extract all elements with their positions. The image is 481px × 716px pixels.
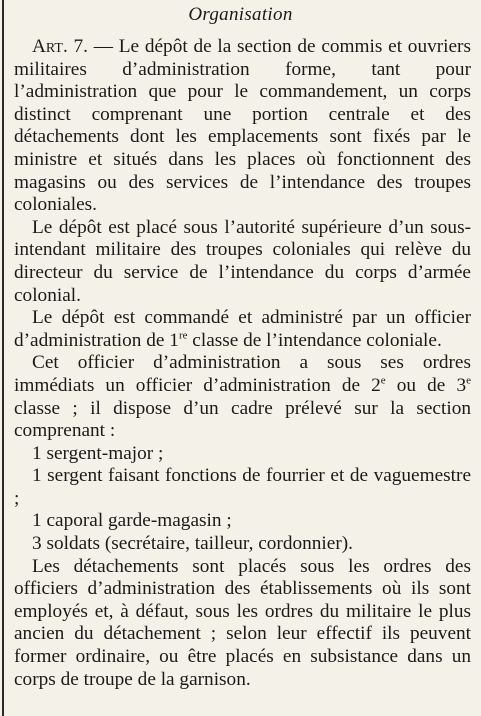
list-item: 1 caporal garde-magasin ;	[32, 510, 232, 532]
ordinal-superscript: e	[466, 374, 471, 387]
article-body	[0, 30, 481, 691]
paragraph-4-text-b: ou de 3	[385, 374, 467, 396]
list-item: 1 sergent faisant fonctions de fourrier et de vaguemestre ;	[14, 465, 471, 509]
paragraph-3-text-a: Le dépôt est commandé et administré par un officier d’administration de 1	[14, 307, 471, 351]
article-label: Art. 7.	[32, 36, 88, 57]
paragraph-3	[14, 307, 471, 352]
ordinal-superscript: e	[380, 374, 386, 387]
paragraph-4	[14, 352, 471, 442]
ordinal-superscript: re	[178, 329, 188, 342]
paragraph-3-text-b: classe de l’intendance coloniale.	[187, 329, 442, 351]
list-item: 1 sergent-major ;	[32, 442, 164, 464]
left-margin-rule	[2, 0, 4, 716]
list-item: 3 soldats (secrétaire, tailleur, cordonnier).	[32, 533, 353, 555]
paragraph-5: Les détachements sont placés sous les ordres des officiers d’administration des établissements où ils sont employés et, à défaut, sous les ordres du militaire le plus ancien du détachement ; selon leur effectif ils peuvent former ordinaire, ou être placés en subsistance dans un corps de troupe de la garnison.	[14, 555, 471, 690]
section-heading: Organisation	[188, 4, 293, 25]
paragraph-4-text-c: classe ; il dispose d’un cadre prélevé sur la section comprenant :	[14, 397, 471, 442]
paragraph-4-text-a: Cet officier d’administration a sous ses ordres immédiats un officier d’administration de 2	[14, 352, 471, 396]
paragraph-article-7	[14, 36, 471, 217]
paragraph-1-text: — Le dépôt de la section de commis et ouvriers militaires d’administration forme, tant pour l’administration que pour le commandement, un corps distinct comprenant une portion centrale et des détachements dont les emplacements sont fixés par le ministre et situés dans les places où fonctionnent des magasins ou des services de l’intendance des troupes coloniales.	[14, 36, 471, 216]
paragraph-2: Le dépôt est placé sous l’autorité supérieure d’un sous-intendant militaire des troupes coloniales qui relève du directeur du service de l’intendance du corps d’armée colonial.	[14, 216, 471, 306]
